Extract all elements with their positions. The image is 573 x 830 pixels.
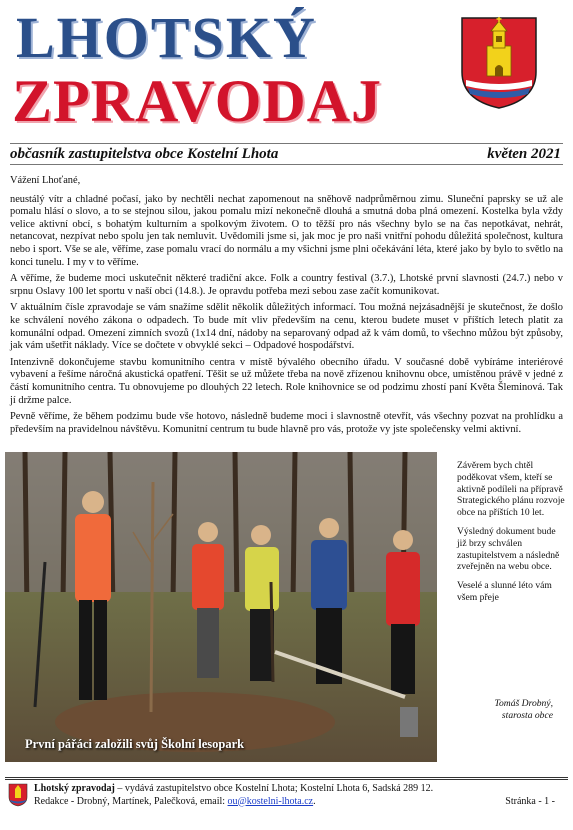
footer-line-2: [34, 796, 454, 809]
photo-caption: První pářáci založili svůj Školní lesopark: [25, 737, 245, 751]
masthead-title-line1: LHOTSKÝ: [16, 5, 317, 70]
subheader-issue-date: květen 2021: [487, 146, 561, 162]
article-paragraph: Pevně věříme, že během podzimu bude vše hotovo, následně budeme moci i slavnostně otevřít, vás všechny pozvat na prohlídku a především na pravidelnou návštěvu. Komunitní centrum tu bude hlavně pro vás, protože vy jste společensky velmi aktivní.: [10, 411, 563, 435]
subheader-publisher: občasník zastupitelstva obce Kostelní Lhota: [10, 146, 279, 162]
article-paragraph: neustálý vítr a chladné počasí, jako by nechtěli nechat zapomenout na sněhově nadprůměrnou zimu. Sluneční paprsky se už ale pomalu hlásí o slovo, a to se stejnou silou, jakou pomalu mizí nekonečně dlouhá a smutná doba plná omezení. Kostelka byla vždy velice aktivní obcí, s bohatým kulturním a spolkovým životem. O to těžší pro nás všechny bylo se na čas nepotkávat, nehrát, netancovat, nezpívat nebo spolu jen tak nemluvit. Uvědomili jsme si, jak moc je pro naši vnitřní pohodu důležitá společnost, kultura nebo i sport. Vše se ale, věříme, zase pomalu vrací do normálu a my všichni jsme plni očekávání léta, které jako by bylo to světlo na konci tunelu. I my v to věříme.: [10, 193, 563, 268]
subheader-bar: [10, 143, 563, 165]
footer-editors: Redakce - Drobný, Martínek, Palečková, email:: [34, 795, 228, 807]
masthead-title-line2: ZPRAVODAJ: [12, 68, 383, 134]
article-paragraph: V aktuálním čísle zpravodaje se vám snažíme sdělit několik důležitých informací. Tou možná nejzásadnější je skutečnost, že došlo ke schválení nového zákona o odpadech. To bude mít vliv především na cenu, kterou budete muset v příštích letech platit za komunální odpad. Omezení zimních svozů (1x14 dní, nádoby na separovaný odpad až k vám domů, to všechno můžou být způsoby, jak vám ušetřit náklady. Více se dočtete v obvyklé sekci – Odpadové hospodářství.: [10, 302, 563, 352]
tree-planting-photo: [5, 452, 437, 762]
article-salutation: Vážení Lhoťané,: [10, 175, 81, 186]
signature-name: Tomáš Drobný,: [494, 698, 553, 709]
sidebar-paragraph: Veselé a slunné léto vám všem přeje: [457, 580, 552, 603]
masthead: [0, 0, 573, 140]
article-paragraph: A věříme, že budeme moci uskutečnit některé tradiční akce. Folk a country festival (3.7.), Lhotské první slavnosti (24.7.) nebo v srpnu Oslavy 100 let sportu v naší obci (14.8.). Je opravdu potřeba mezi sebou zase začít komunikovat.: [10, 273, 563, 297]
footer-publisher-address: – vydává zastupitelstvo obce Kostelní Lhota; Kostelní Lhota 6, Sadská 289 12.: [114, 783, 434, 794]
photo-illustration: [5, 452, 437, 762]
sidebar-paragraph: Závěrem bych chtěl poděkovat všem, kteří se aktivně podíleli na přípravě Strategického plánu rozvoje obce na příštích 10 let.: [457, 460, 565, 519]
article-paragraph: Intenzivně dokončujeme stavbu komunitního centra v místě bývalého obecního úřadu. V současné době vybíráme interiérové vybavení a řešíme náročná akustická opatření. Těšit se už můžete třeba na nově zřízenou knihovnu obce, umístěnou právě v jedné z částí komunitního centra. Tu obnovujeme po dlouhých 22 letech. Role knihovnice se od podzimu zhostí paní Květa Šleminová. Tak jí držme palce.: [10, 356, 563, 406]
mayor-signature: [457, 698, 553, 721]
footer-divider: [5, 777, 568, 780]
footer-line-1: [34, 783, 454, 796]
footer-crest-icon: [8, 783, 28, 807]
editorial-article: [10, 175, 563, 440]
footer-email-suffix: .: [313, 795, 316, 807]
village-crest-icon: [460, 16, 538, 110]
closing-sidebar: [457, 460, 567, 611]
sidebar-paragraph: Výsledný dokument bude již brzy schválen zastupitelstvem a následně zveřejněn na webu obce.: [457, 525, 560, 573]
page-number: Stránka - 1 -: [505, 796, 555, 807]
footer-publication-name: Lhotský zpravodaj: [34, 783, 115, 794]
footer-imprint: [34, 783, 454, 808]
footer-email-link[interactable]: ou@kostelni-lhota.cz: [227, 795, 314, 807]
signature-role: starosta obce: [501, 709, 553, 721]
